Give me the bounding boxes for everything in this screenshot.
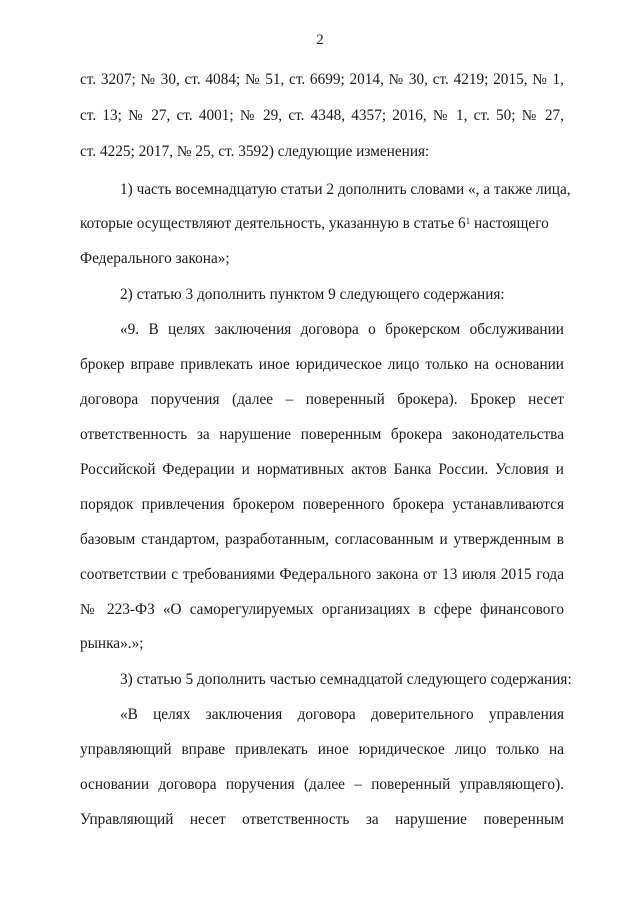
text-line: основании договора поручения (далее – поверенный управляющего). — [80, 776, 564, 793]
text-line: ст. 4225; 2017, № 25, ст. 3592) следующие изменения: — [80, 143, 430, 160]
text-line: ответственность за нарушение поверенным брокера законодательства — [80, 426, 564, 443]
text-line: 3) статью 5 дополнить частью семнадцатой следующего содержания: — [120, 671, 572, 688]
text-line: «9. В целях заключения договора о брокерском обслуживании — [120, 321, 564, 338]
text-line: «В целях заключения договора доверительного управления — [120, 706, 564, 723]
text-line: 1) часть восемнадцатую статьи 2 дополнить словами «, а также лица, — [120, 181, 571, 198]
text-line: Российской Федерации и нормативных актов Банка России. Условия и — [80, 461, 564, 478]
text-fragment: которые осуществляют деятельность, указанную в статье 6 — [80, 215, 466, 232]
text-line: ст. 13; № 27, ст. 4001; № 29, ст. 4348, 4357; 2016, № 1, ст. 50; № 27, — [80, 107, 564, 124]
text-line: ст. 3207; № 30, ст. 4084; № 51, ст. 6699; 2014, № 30, ст. 4219; 2015, № 1, — [80, 71, 564, 88]
page-number: 2 — [316, 32, 324, 48]
text-line — [80, 214, 564, 234]
text-line: управляющий вправе привлекать иное юридическое лицо только на — [80, 741, 564, 758]
text-line: соответствии с требованиями Федерального закона от 13 июля 2015 года — [80, 566, 564, 583]
text-line: Федерального закона»; — [80, 250, 230, 267]
text-line: договора поручения (далее – поверенный брокера). Брокер несет — [80, 391, 564, 408]
text-line: 2) статью 3 дополнить пунктом 9 следующего содержания: — [120, 286, 505, 303]
text-line: порядок привлечения брокером поверенного брокера устанавливаются — [80, 496, 564, 513]
text-line: базовым стандартом, разработанным, согласованным и утвержденным в — [80, 531, 564, 548]
text-line: брокер вправе привлекать иное юридическое лицо только на основании — [80, 356, 564, 373]
text-fragment: настоящего — [470, 215, 549, 232]
text-line: № 223-ФЗ «О саморегулируемых организациях в сфере финансового — [80, 601, 564, 618]
text-line: Управляющий несет ответственность за нарушение поверенным — [80, 811, 564, 828]
text-line: рынка».»; — [80, 635, 144, 652]
superscript: 1 — [465, 216, 471, 226]
